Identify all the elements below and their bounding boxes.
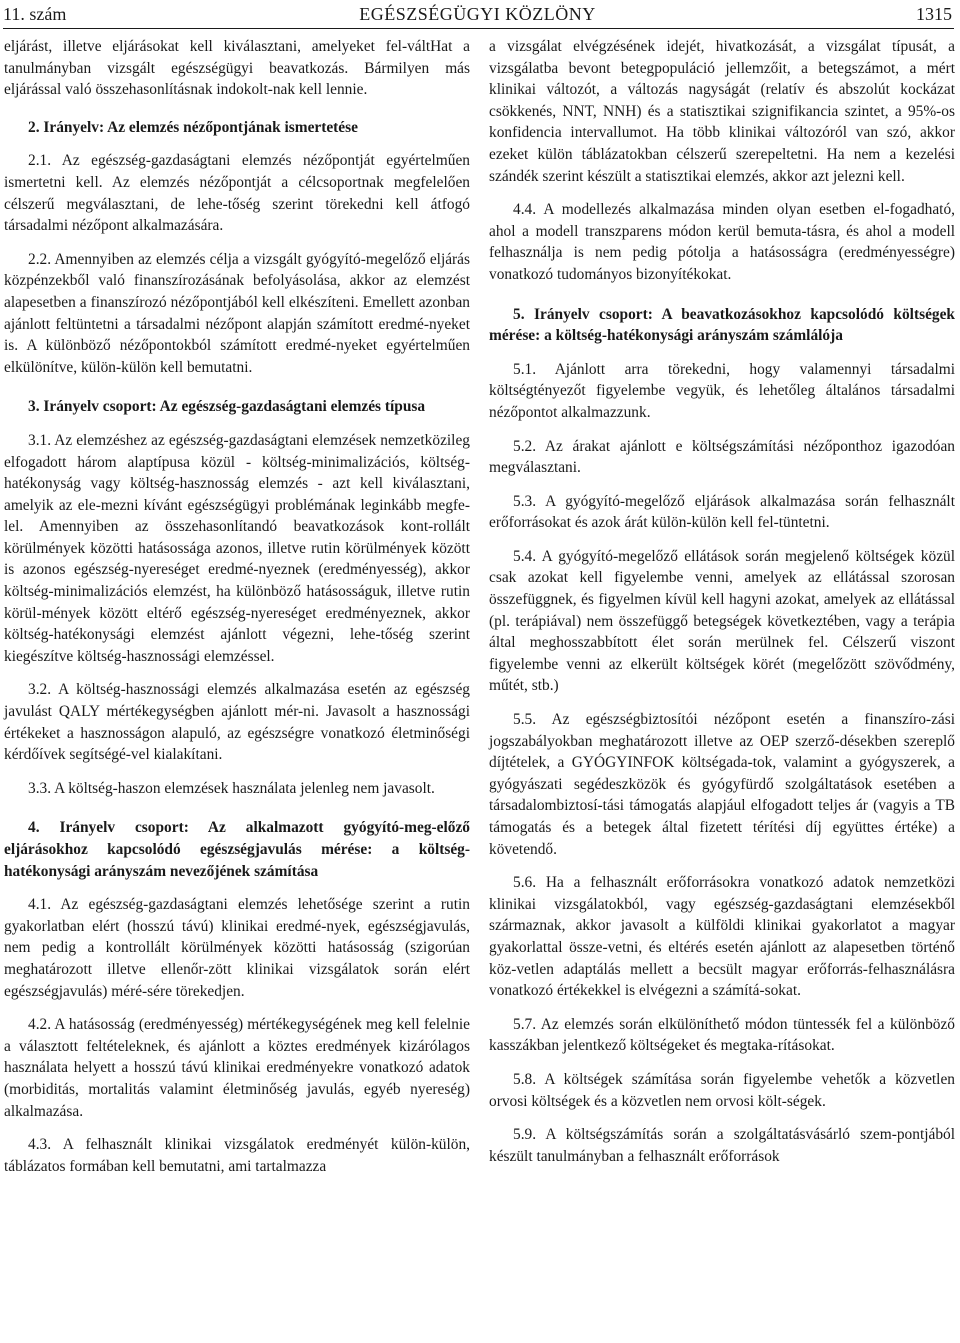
journal-title: EGÉSZSÉGÜGYI KÖZLÖNY xyxy=(359,4,596,24)
paragraph-5-3: 5.3. A gyógyító-megelőző eljárások alkalmazása során felhasznált erőforrásokat és azok árát külön-külön kell fel-tüntetni. xyxy=(489,492,955,532)
page-header xyxy=(3,2,952,26)
header-rule xyxy=(3,28,954,29)
section-heading-5: 5. Irányelv csoport: A beavatkozásokhoz kapcsolódó költségek mérése: a költség-hatékonysági arányszám számlálója xyxy=(489,305,955,345)
paragraph-3-1: 3.1. Az elemzéshez az egészség-gazdaságtani elemzések nemzetközileg elfogadott három alaptípusa közül - költség-minimalizációs, költség-hatékonyság vagy költség-hasznosság elemzés - azt kell kiválasztani, amelyik az ele-mezni kívánt egészségügyi problémának leginkább megfe-lel. Amennyiben az összehasonlítandó beavatkozások kont-rollált körülmények közötti hatásossága azonos, illetve rutin körülmények között is azonos egészség-nyereséget eredmé-nyeznek (eredményesség), akkor költség-minimalizációs elemzést, ha különböző hatásosságuk, illetve rutin körül-mények között eltérő egészség-nyereséget eredményeznek, akkor költség-hatékonysági elemzést ajánlott végezni, lehe-tőség szerint kiegészítve költség-hasznossági elemzéssel. xyxy=(4,431,470,665)
paragraph-4-1: 4.1. Az egészség-gazdaságtani elemzés lehetősége szerint a rutin gyakorlatban elért (hosszú távú) klinikai eredmé-nyek, egészségjavulás, nem pedig a kontrollált körülmények közötti hatásosság (szigorúan meghatározott illetve ellenőr-zött klinikai vizsgálatok során elért egészségjavulás) méré-sére törekedjen. xyxy=(4,896,470,1000)
paragraph-5-7: 5.7. Az elemzés során elkülöníthető módon tüntessék fel a különböző kasszákban jelentkező költségeket és megtaka-rításokat. xyxy=(489,1015,955,1055)
paragraph-intro-right: a vizsgálat elvégzésének idejét, hivatkozását, a vizsgálat típusát, a vizsgálatba bevont betegpopuláció jellemzőit, a betegszámot, a mért klinikai változót, a változás nagyságát (relatív és abszolút kockázat csökkenés, NNT, NNH) és a statisztikai szignifikancia szintet, a 95%-os konfidencia intervallumot. Ha több klinikai változóról van szó, akkor ezeket külön táblázatokban célszerű szerepeltetni. Ha nem a kezelési szándék szerint készült a statisztikai elemzés, akkor azt jelezni kell. xyxy=(489,38,955,185)
section-heading-3: 3. Irányelv csoport: Az egészség-gazdaságtani elemzés típusa xyxy=(28,398,426,416)
section-heading-4: 4. Irányelv csoport: Az alkalmazott gyógyító-meg-előző eljárásokhoz kapcsolódó egészségjavulás mérése: a költség-hatékonysági arányszám nevezőjének számítása xyxy=(4,819,470,880)
paragraph-5-6: 5.6. Ha a felhasznált erőforrásokra vonatkozó adatok nemzetközi klinikai vizsgálatokból, vagy egészség-gazdaságtani elemzésekből származnak, akkor javasolt a külföldi klinikai gyakorlatot a magyar gyakorlattal össze-vetni, és eltérés esetén ajánlott az alapesetben történő köz-vetlen adaptálás mellett a becsült magyar erőforrás-felhasználásra vonatkozó értékekkel is elvégezni a számítá-sokat. xyxy=(489,874,955,1000)
paragraph-5-8: 5.8. A költségek számítása során figyelembe vehetők a közvetlen orvosi költségek és a közvetlen nem orvosi költ-ségek. xyxy=(489,1070,955,1110)
paragraph-3-2: 3.2. A költség-hasznossági elemzés alkalmazása esetén az egészség javulást QALY mértékegységben ajánlott mér-ni. Javasolt a hasznossági értékeket a hasznosságon alapuló, az egészségre vonatkozó életminőségi kérdőívek segítségé-vel kialakítani. xyxy=(4,681,470,764)
paragraph-5-4: 5.4. A gyógyító-megelőző ellátások során megjelenő költségek közül csak azokat kell figyelembe venni, amelyek az ellátással szorosan összefüggnek, és figyelmen kívül kell hagyni azokat, amelyek az ellátással (pl. terápiával) nem összefüggő betegségek következtében, vagy a terápia által meghosszabbított élet során merülnek fel. Célszerű viszont figyelembe venni az elkerült költségek körét (megelőzött szövődmény, műtét, stb.) xyxy=(489,547,955,695)
left-column xyxy=(4,36,470,1177)
paragraph-4-4: 4.4. A modellezés alkalmazása minden olyan esetben el-fogadható, ahol a modell transzparens módon kerül bemuta-tásra, és ahol a modell felhasználja is nem pedig pótolja a hatásosságra (eredményességre) vonatkozó tudományos bizonyítékokat. xyxy=(489,201,955,283)
paragraph-5-9: 5.9. A költségszámítás során a szolgáltatásvásárló szem-pontjából készült tanulmányban a felhasznált erőforrások xyxy=(489,1126,955,1165)
section-heading-2: 2. Irányelv: Az elemzés nézőpontjának ismertetése xyxy=(28,118,358,136)
paragraph-5-2: 5.2. Az árakat ajánlott e költségszámítási nézőponthoz igazodóan megválasztani. xyxy=(489,437,955,477)
paragraph-5-1: 5.1. Ajánlott arra törekedni, hogy valamennyi társadalmi költségtényezőt figyelembe vegyük, és lehetőleg általános társadalmi nézőpontot alkalmazzunk. xyxy=(489,360,955,421)
paragraph-4-3: 4.3. A felhasznált klinikai vizsgálatok eredményét külön-külön, táblázatos formában kell bemutatni, ami tartalmazza xyxy=(4,1136,470,1175)
paragraph-4-2: 4.2. A hatásosság (eredményesség) mértékegységének meg kell felelnie a választott feltételeknek, és ajánlott a köztes eredmények kizárólagos használata helyett a hosszú távú klinikai eredményekre vonatkozó adatok (morbiditás, mortalitás valamint életminőség javulás, egyéb nyereség) alkalmazása. xyxy=(4,1016,470,1120)
paragraph-intro-left: eljárást, illetve eljárásokat kell kiválasztani, amelyeket fel-váltHat a tanulmányban vizsgált egészségügyi beavatkozás. Bármilyen más eljárással való összehasonlításnak indokolt-nak kell lennie. xyxy=(4,38,470,99)
issue-number: 11. szám xyxy=(3,4,67,24)
paragraph-3-3: 3.3. A költség-haszon elemzések használata jelenleg nem javasolt. xyxy=(28,779,435,797)
page-number: 1315 xyxy=(916,4,952,24)
paragraph-2-1: 2.1. Az egészség-gazdaságtani elemzés nézőpontját egyértelműen ismertetni kell. Az elemzés nézőpontját a célcsoportnak megfelelően célszerű megválasztani, de lehe-tőség szerint törekedni kell átfogó társadalmi nézőpont alkalmazására. xyxy=(4,152,470,235)
paragraph-2-2: 2.2. Amennyiben az elemzés célja a vizsgált gyógyító-megelőző eljárás közpénzekből való finanszírozásának befolyásolása, akkor az elemzést alapesetben a finanszírozó nézőpontjából kell elkészíteni. Emellett azonban ajánlott feltüntetni a társadalmi nézőpont alapján számított eredmé-nyeket is. A különböző nézőpontokból számított eredmé-nyeket egyértelműen elkülönítve, külön-külön kell bemutatni. xyxy=(4,250,470,376)
right-column xyxy=(489,36,955,1167)
paragraph-5-5: 5.5. Az egészségbiztosítói nézőpont esetén a finanszíro-zási jogszabályokban meghatározott illetve az OEP szerző-désekben szereplő díjtételek, a GYÓGYINFOK költségada-tok, valamint a gyógyszerek, a gyógyászati segédeszközök és gyógyfürdő szolgáltatások esetében a társadalombiztosí-tási támogatás alapjául elfogadott teljes ár (vagyis a TB támogatás és a betegek által fizetett térítési díj együttes értéke) a követendő. xyxy=(489,711,955,858)
